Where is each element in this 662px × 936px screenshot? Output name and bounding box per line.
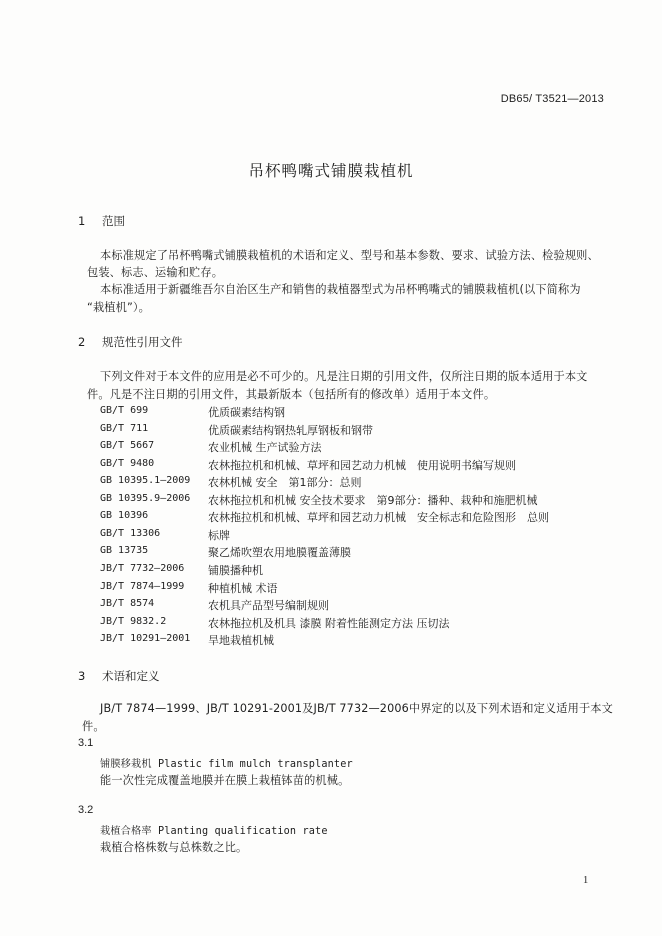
reference-title: 农林机械 安全 第1部分：总则 xyxy=(208,476,362,489)
paragraph-line: JB/T 7874—1999、JB/T 10291-2001及JB/T 7732—2006中界定的以及下列术语和定义适用于本文 xyxy=(100,702,613,715)
paragraph-line: “栽植机”）。 xyxy=(87,301,150,314)
document-title: 吊杯鸭嘴式铺膜栽植机 xyxy=(248,162,414,180)
section-number: 2 xyxy=(78,335,86,349)
paragraph-line: 包装、标志、运输和贮存。 xyxy=(87,266,224,279)
reference-title: 农林拖拉机和机械、草坪和园艺动力机械 使用说明书编写规则 xyxy=(208,459,516,472)
reference-title: 旱地栽植机械 xyxy=(208,634,274,647)
paragraph-line: 本标准适用于新疆维吾尔自治区生产和销售的栽植器型式为吊杯鸭嘴式的铺膜栽植机(以下简称为 xyxy=(100,283,581,296)
term-definition: 能一次性完成覆盖地膜并在膜上栽植钵苗的机械。 xyxy=(100,774,350,787)
reference-title: 标牌 xyxy=(208,529,230,542)
term-number: 3.2 xyxy=(78,804,94,816)
term-name: 栽植合格率 Planting qualification rate xyxy=(100,826,328,837)
section-number: 1 xyxy=(78,214,86,228)
term-name: 铺膜移栽机 Plastic film mulch transplanter xyxy=(100,759,353,770)
reference-title: 铺膜播种机 xyxy=(208,564,263,577)
section-1-heading xyxy=(78,213,125,229)
paragraph-line: 件。凡是不注日期的引用文件，其最新版本（包括所有的修改单）适用于本文件。 xyxy=(87,388,496,401)
reference-code: GB/T 5667 xyxy=(100,440,155,451)
reference-code: GB/T 13306 xyxy=(100,528,161,539)
reference-code: JB/T 9832.2 xyxy=(100,616,167,627)
term-definition: 栽植合格株数与总株数之比。 xyxy=(100,841,248,854)
section-3-heading xyxy=(78,668,160,684)
reference-title: 种植机械 术语 xyxy=(208,582,278,595)
reference-title: 农林拖拉机和机械 安全技术要求 第9部分：播种、栽种和施肥机械 xyxy=(208,494,538,507)
reference-code: GB 10396 xyxy=(100,510,149,521)
reference-title: 优质碳素结构钢热轧厚钢板和钢带 xyxy=(208,424,373,437)
section-2-heading xyxy=(78,334,183,350)
reference-code: JB/T 7874—1999 xyxy=(100,581,185,592)
reference-title: 聚乙烯吹塑农用地膜覆盖薄膜 xyxy=(208,546,351,559)
reference-code: JB/T 7732—2006 xyxy=(100,563,185,574)
reference-title: 农林拖拉机及机具 漆膜 附着性能测定方法 压切法 xyxy=(208,617,450,630)
paragraph-line: 下列文件对于本文件的应用是必不可少的。凡是注日期的引用文件，仅所注日期的版本适用于本文 xyxy=(100,370,588,383)
page-number: 1 xyxy=(583,875,589,886)
reference-code: GB/T 711 xyxy=(100,423,149,434)
reference-title: 农业机械 生产试验方法 xyxy=(208,441,322,454)
section-title: 术语和定义 xyxy=(102,669,160,683)
reference-code: GB 10395.1—2009 xyxy=(100,475,191,486)
reference-title: 农机具产品型号编制规则 xyxy=(208,599,329,612)
section-title: 范围 xyxy=(102,214,125,228)
reference-code: GB 10395.9—2006 xyxy=(100,493,191,504)
reference-code: JB/T 10291—2001 xyxy=(100,633,191,644)
standard-code: DB65/ T3521—2013 xyxy=(500,93,604,105)
reference-title: 农林拖拉机和机械、草坪和园艺动力机械 安全标志和危险图形 总则 xyxy=(208,511,549,524)
reference-code: GB/T 699 xyxy=(100,405,149,416)
reference-code: GB/T 9480 xyxy=(100,458,155,469)
reference-title: 优质碳素结构钢 xyxy=(208,406,285,419)
paragraph-line: 本标准规定了吊杯鸭嘴式铺膜栽植机的术语和定义、型号和基本参数、要求、试验方法、检验规则、 xyxy=(100,249,599,262)
section-title: 规范性引用文件 xyxy=(102,335,183,349)
paragraph-line: 件。 xyxy=(82,720,105,733)
section-number: 3 xyxy=(78,669,86,683)
reference-code: JB/T 8574 xyxy=(100,598,155,609)
reference-code: GB 13735 xyxy=(100,545,149,556)
term-number: 3.1 xyxy=(78,737,94,749)
